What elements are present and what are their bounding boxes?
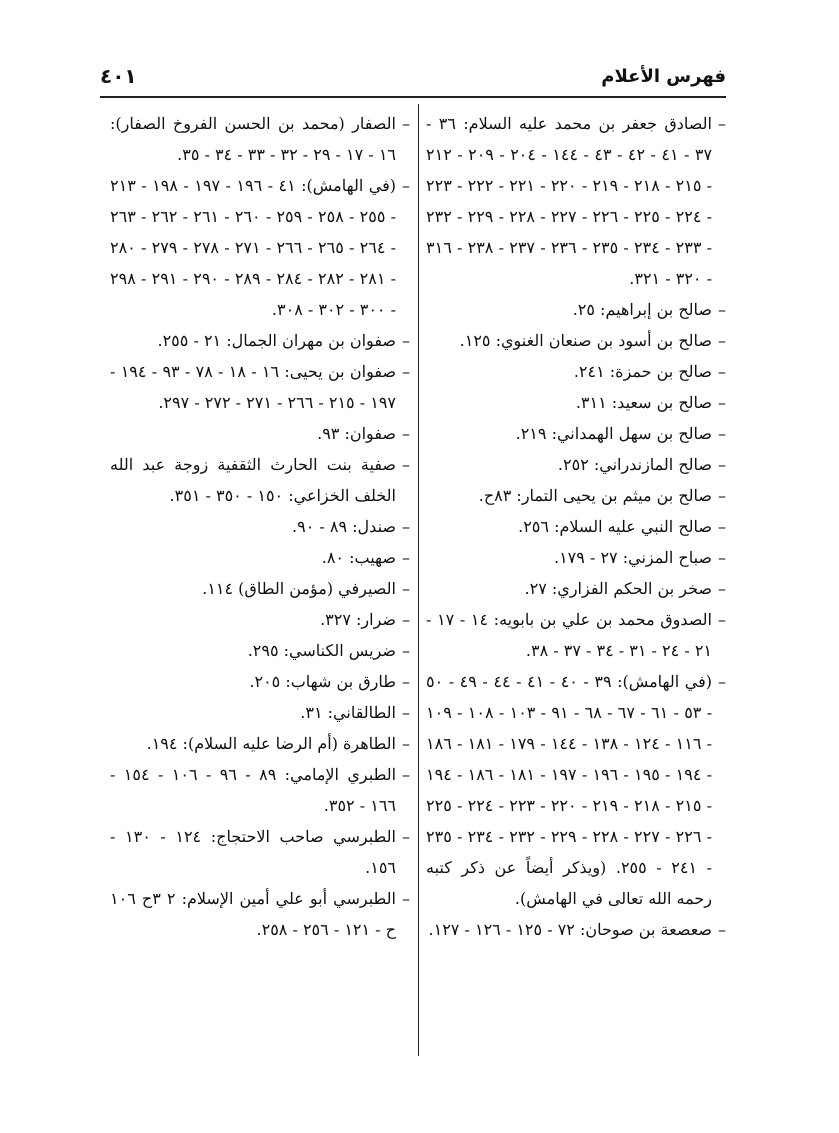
index-column-left <box>110 108 410 945</box>
index-entry: – الطبري الإمامي: ٨٩ - ٩٦ - ١٠٦ - ١٥٤ - ١٦٦ - ٣٥٢. <box>110 759 410 821</box>
index-entry: – الطبرسي صاحب الاحتجاج: ١٢٤ - ١٣٠ - ١٥٦. <box>110 821 410 883</box>
index-entry: – صباح المزني: ٢٧ - ١٧٩. <box>426 542 726 573</box>
index-entry: – صفوان بن مهران الجمال: ٢١ - ٢٥٥. <box>110 325 410 356</box>
index-entry: – الطاهرة (أم الرضا عليه السلام): ١٩٤. <box>110 728 410 759</box>
index-entry: – ضرار: ٣٢٧. <box>110 604 410 635</box>
index-entry: – الطبرسي أبو علي أمين الإسلام: ٢ ٣ح ١٠٦ ح - ١٢١ - ٢٥٦ - ٢٥٨. <box>110 883 410 945</box>
index-entry: – صالح المازندراني: ٢٥٢. <box>426 449 726 480</box>
index-entry: – صالح بن إبراهيم: ٢٥. <box>426 294 726 325</box>
index-entry: – الطالقاني: ٣١. <box>110 697 410 728</box>
page-number: ٤٠١ <box>100 64 137 88</box>
index-entry: – صالح النبي عليه السلام: ٢٥٦. <box>426 511 726 542</box>
index-entry: – صالح بن ميثم بن يحيى التمار: ٨٣ح. <box>426 480 726 511</box>
index-entry: – صعصعة بن صوحان: ٧٢ - ١٢٥ - ١٢٦ - ١٢٧. <box>426 914 726 945</box>
page-header <box>100 62 726 98</box>
index-entry: – (في الهامش): ٣٩ - ٤٠ - ٤١ - ٤٤ - ٤٩ - ٥٠ - ٥٣ - ٦١ - ٦٧ - ٦٨ - ٩١ - ١٠٣ - ١٠٨ - ١٠٩ - ١١٦ - ١٢٤ - ١٣٨ - ١٤٤ - ١٧٩ - ١٨١ - ١٨٦ - ١٩٤ - ١٩٥ - ١٩٦ - ١٩٧ - ١٨١ - ١٨٦ - ١٩٤ - ٢١٥ - ٢١٨ - ٢١٩ - ٢٢٠ - ٢٢٣ - ٢٢٤ - ٢٢٥ - ٢٢٦ - ٢٢٧ - ٢٢٨ - ٢٢٩ - ٢٣٢ - ٢٣٤ - ٢٣٥ - ٢٤١ - ٢٥٥. (ويذكر أيضاً عن ذكر كتبه رحمه الله تعالى في الهامش). <box>426 666 726 914</box>
index-entry: – صالح بن حمزة: ٢٤١. <box>426 356 726 387</box>
index-entry: – صندل: ٨٩ - ٩٠. <box>110 511 410 542</box>
index-entry: – الصفار (محمد بن الحسن الفروخ الصفار): ١٦ - ١٧ - ٢٩ - ٣٢ - ٣٣ - ٣٤ - ٣٥. <box>110 108 410 170</box>
index-column-right <box>426 108 726 945</box>
index-entry: – الصادق جعفر بن محمد عليه السلام: ٣٦ - ٣٧ - ٤١ - ٤٢ - ٤٣ - ١٤٤ - ٢٠٤ - ٢٠٩ - ٢١٢ - ٢١٥ - ٢١٨ - ٢١٩ - ٢٢٠ - ٢٢١ - ٢٢٢ - ٢٢٣ - ٢٢٤ - ٢٢٥ - ٢٢٦ - ٢٢٧ - ٢٢٨ - ٢٢٩ - ٢٣٢ - ٢٣٣ - ٢٣٤ - ٢٣٥ - ٢٣٦ - ٢٣٧ - ٢٣٨ - ٣١٦ - ٣٢٠ - ٣٢١. <box>426 108 726 294</box>
index-entry: – صهيب: ٨٠. <box>110 542 410 573</box>
index-entry: – صخر بن الحكم الفزاري: ٢٧. <box>426 573 726 604</box>
index-entry: – صفوان: ٩٣. <box>110 418 410 449</box>
index-entry: – (في الهامش): ٤١ - ١٩٦ - ١٩٧ - ١٩٨ - ٢١٣ - ٢٥٥ - ٢٥٨ - ٢٥٩ - ٢٦٠ - ٢٦١ - ٢٦٢ - ٢٦٣ - ٢٦٤ - ٢٦٥ - ٢٦٦ - ٢٧١ - ٢٧٨ - ٢٧٩ - ٢٨٠ - ٢٨١ - ٢٨٢ - ٢٨٤ - ٢٨٩ - ٢٩٠ - ٢٩١ - ٢٩٨ - ٣٠٠ - ٣٠٢ - ٣٠٨. <box>110 170 410 325</box>
index-entry: – ضريس الكناسي: ٢٩٥. <box>110 635 410 666</box>
index-entry: – صالح بن سعيد: ٣١١. <box>426 387 726 418</box>
index-entry: – الصدوق محمد بن علي بن بابويه: ١٤ - ١٧ - ٢١ - ٢٤ - ٣١ - ٣٤ - ٣٧ - ٣٨. <box>426 604 726 666</box>
index-entry: – طارق بن شهاب: ٢٠٥. <box>110 666 410 697</box>
index-entry: – صفية بنت الحارث الثقفية زوجة عبد الله الخلف الخزاعي: ١٥٠ - ٣٥٠ - ٣٥١. <box>110 449 410 511</box>
page-title: فهرس الأعلام <box>601 66 726 87</box>
index-entry: – الصيرفي (مؤمن الطاق) ١١٤. <box>110 573 410 604</box>
index-entry: – صالح بن أسود بن صنعان الغنوي: ١٢٥. <box>426 325 726 356</box>
index-entry: – صفوان بن يحيى: ١٦ - ١٨ - ٧٨ - ٩٣ - ١٩٤ - ١٩٧ - ٢١٥ - ٢٦٦ - ٢٧١ - ٢٧٢ - ٢٩٧. <box>110 356 410 418</box>
column-divider <box>418 104 419 1056</box>
index-entry: – صالح بن سهل الهمداني: ٢١٩. <box>426 418 726 449</box>
